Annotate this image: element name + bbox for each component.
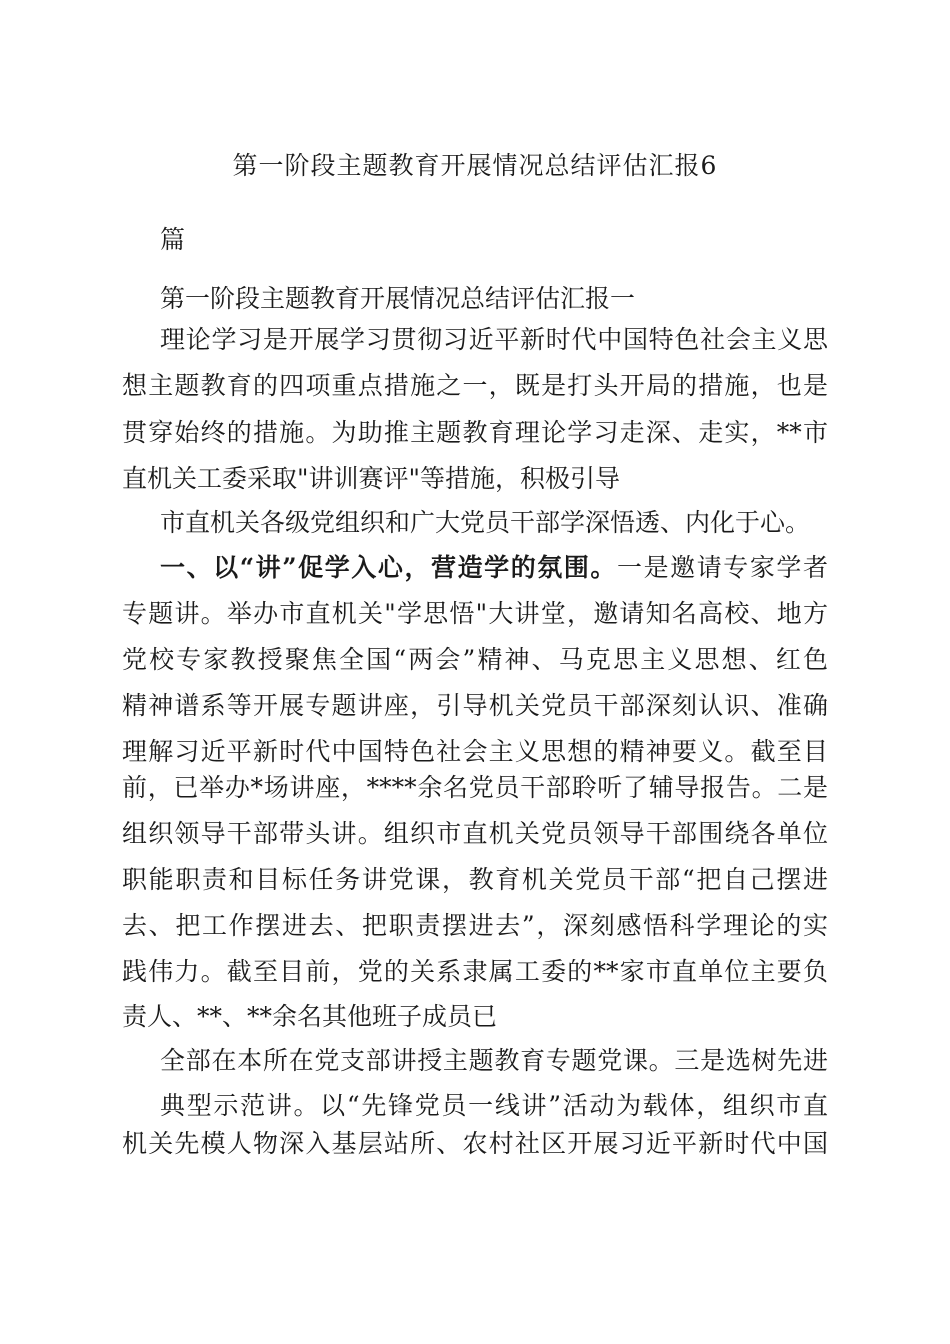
text-line: 精神谱系等开展专题讲座，引导机关党员干部深刻认识、准确 <box>122 691 828 720</box>
text-line: 专题讲。举办市直机关"学思悟"大讲堂，邀请知名高校、地方 <box>122 599 828 628</box>
text-line: 理解习近平新时代中国特色社会主义思想的精神要义。截至目 <box>122 737 828 766</box>
section-heading-line <box>160 545 828 591</box>
subtitle-line: 第一阶段主题教育开展情况总结评估汇报一 <box>160 284 636 313</box>
text-line: 责人、**、**余名其他班子成员已 <box>122 1002 498 1031</box>
text-line: 篇 <box>160 225 186 254</box>
section-heading-rest: 一是邀请专家学者 <box>617 553 828 582</box>
text-line: 职能职责和目标任务讲党课，教育机关党员干部“把自己摆进 <box>122 865 828 894</box>
text-line: 前，已举办*场讲座，****余名党员干部聆听了辅导报告。二是 <box>122 773 828 802</box>
text-line: 市直机关各级党组织和广大党员干部学深悟透、内化于心。 <box>160 508 811 537</box>
text-line: 去、把工作摆进去、把职责摆进去”，深刻感悟科学理论的实 <box>122 911 828 940</box>
text-line: 直机关工委采取"讲训赛评"等措施，积极引导 <box>122 464 620 493</box>
text-line: 践伟力。截至目前，党的关系隶属工委的**家市直单位主要负 <box>122 957 828 986</box>
text-line: 党校专家教授聚焦全国“两会”精神、马克思主义思想、红色 <box>122 645 828 674</box>
section-heading: 一、以“讲”促学入心，营造学的氛围。 <box>160 553 617 582</box>
document-title: 第一阶段主题教育开展情况总结评估汇报6 <box>232 151 718 180</box>
text-line: 典型示范讲。以“先锋党员一线讲”活动为载体，组织市直 <box>160 1091 828 1120</box>
text-line: 理论学习是开展学习贯彻习近平新时代中国特色社会主义思 <box>160 325 828 354</box>
text-line: 想主题教育的四项重点措施之一，既是打头开局的措施，也是 <box>122 371 828 400</box>
text-line: 组织领导干部带头讲。组织市直机关党员领导干部围绕各单位 <box>122 819 828 848</box>
text-line: 贯穿始终的措施。为助推主题教育理论学习走深、走实，**市 <box>122 418 828 447</box>
text-line: 全部在本所在党支部讲授主题教育专题党课。三是选树先进 <box>160 1046 828 1075</box>
text-line: 机关先模人物深入基层站所、农村社区开展习近平新时代中国 <box>122 1129 828 1158</box>
